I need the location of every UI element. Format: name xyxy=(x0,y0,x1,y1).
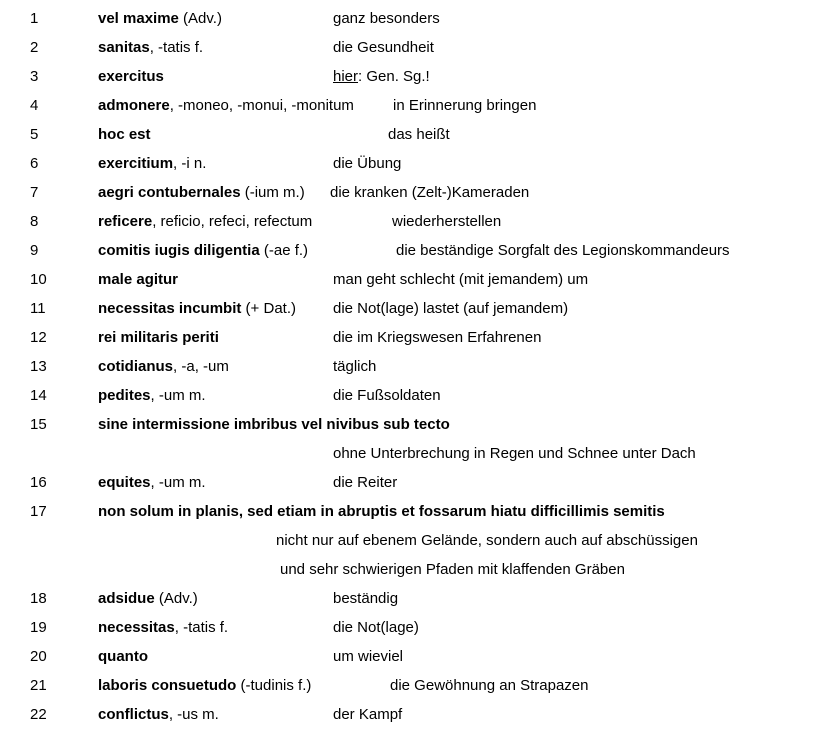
latin-headword: non solum in planis, sed etiam in abruptis et fossarum hiatu difficillimis semitis xyxy=(98,503,665,520)
german-translation: die Fußsoldaten xyxy=(333,387,441,404)
latin-headword: male agitur xyxy=(98,271,179,288)
latin-headword: exercitium xyxy=(98,155,174,172)
glossary-entry xyxy=(0,91,830,120)
latin-headword: sanitas xyxy=(98,39,150,56)
german-translation xyxy=(333,62,430,91)
entry-number: 12 xyxy=(30,329,47,346)
latin-headword: aegri contubernales xyxy=(98,184,241,201)
latin-term xyxy=(98,584,198,613)
entry-number: 22 xyxy=(30,706,47,723)
latin-headword: vel maxime xyxy=(98,10,179,27)
latin-term xyxy=(98,613,228,642)
glossary-entry xyxy=(0,62,830,91)
latin-term xyxy=(98,62,164,91)
german-translation: wiederherstellen xyxy=(392,213,502,230)
german-translation: die im Kriegswesen Erfahrenen xyxy=(333,329,542,346)
entry-number: 16 xyxy=(30,474,47,491)
glossary-entry xyxy=(0,323,830,352)
latin-term xyxy=(98,468,206,497)
latin-term xyxy=(98,497,665,526)
latin-grammar-note: (-tudinis f.) xyxy=(236,677,312,694)
entry-number: 1 xyxy=(30,10,39,27)
latin-headword: necessitas xyxy=(98,619,175,636)
latin-grammar-note: (Adv.) xyxy=(154,590,198,607)
latin-headword: hoc est xyxy=(98,126,151,143)
latin-term xyxy=(98,323,219,352)
glossary-entry xyxy=(0,671,830,700)
latin-grammar-note: , -i n. xyxy=(173,155,207,172)
glossary-entry xyxy=(0,4,830,33)
translation-text: : Gen. Sg.! xyxy=(358,68,430,85)
latin-term xyxy=(98,120,151,149)
latin-headword: admonere xyxy=(98,97,170,114)
latin-headword: pedites xyxy=(98,387,151,404)
entry-number: 9 xyxy=(30,242,39,259)
german-translation: ganz besonders xyxy=(333,10,440,27)
entry-number: 10 xyxy=(30,271,47,288)
glossary-entry xyxy=(0,468,830,497)
latin-headword: reficere xyxy=(98,213,153,230)
latin-term xyxy=(98,33,203,62)
german-translation: um wieviel xyxy=(333,648,404,665)
entry-number: 21 xyxy=(30,677,47,694)
glossary-entry xyxy=(0,265,830,294)
latin-headword: conflictus xyxy=(98,706,169,723)
german-translation: die Übung xyxy=(333,155,402,172)
latin-grammar-note: , -um m. xyxy=(150,474,206,491)
german-translation: täglich xyxy=(333,358,377,375)
german-translation: die Gewöhnung an Strapazen xyxy=(390,677,589,694)
latin-grammar-note: , -us m. xyxy=(168,706,219,723)
entry-number: 17 xyxy=(30,503,47,520)
latin-grammar-note: , reficio, refeci, refectum xyxy=(152,213,313,230)
latin-headword: equites xyxy=(98,474,151,491)
glossary-entry xyxy=(0,584,830,613)
entry-number: 13 xyxy=(30,358,47,375)
glossary-entry xyxy=(0,497,830,526)
translation-continuation-line: nicht nur auf ebenem Gelände, sondern auch auf abschüssigen xyxy=(276,532,698,549)
german-translation: der Kampf xyxy=(333,706,403,723)
latin-headword: exercitus xyxy=(98,68,164,85)
glossary-entry xyxy=(0,207,830,236)
latin-term xyxy=(98,352,229,381)
glossary-entry xyxy=(0,410,830,439)
latin-term xyxy=(98,149,206,178)
latin-term xyxy=(98,265,178,294)
latin-grammar-note: (-ium m.) xyxy=(240,184,305,201)
latin-grammar-note: , -tatis f. xyxy=(174,619,229,636)
glossary-entry xyxy=(0,236,830,265)
latin-grammar-note: , -moneo, -monui, -monitum xyxy=(169,97,354,114)
latin-grammar-note: (+ Dat.) xyxy=(241,300,296,317)
entry-number: 18 xyxy=(30,590,47,607)
glossary-entry xyxy=(0,352,830,381)
latin-term xyxy=(98,236,308,265)
latin-term xyxy=(98,700,219,729)
entry-number: 20 xyxy=(30,648,47,665)
entry-number: 8 xyxy=(30,213,39,230)
latin-term xyxy=(98,4,222,33)
german-translation: das heißt xyxy=(388,126,450,143)
entry-number: 11 xyxy=(30,300,46,317)
latin-headword: comitis iugis diligentia xyxy=(98,242,260,259)
latin-term xyxy=(98,381,206,410)
latin-grammar-note: , -a, -um xyxy=(173,358,229,375)
glossary-entry xyxy=(0,613,830,642)
latin-headword: laboris consuetudo xyxy=(98,677,237,694)
german-translation: man geht schlecht (mit jemandem) um xyxy=(333,271,589,288)
glossary-entry xyxy=(0,294,830,323)
entry-number: 5 xyxy=(30,126,39,143)
glossary-entry xyxy=(0,381,830,410)
entry-number: 6 xyxy=(30,155,39,172)
latin-headword: necessitas incumbit xyxy=(98,300,242,317)
glossary-entry xyxy=(0,700,830,729)
translation-continuation-line: ohne Unterbrechung in Regen und Schnee unter Dach xyxy=(333,445,696,462)
glossary-entry xyxy=(0,642,830,671)
translation-underlined-text: hier xyxy=(333,68,359,85)
latin-term xyxy=(98,207,312,236)
latin-headword: rei militaris periti xyxy=(98,329,219,346)
glossary-entry xyxy=(0,149,830,178)
glossary-entry xyxy=(0,178,830,207)
latin-term xyxy=(98,294,296,323)
german-translation: die Not(lage) xyxy=(333,619,419,636)
latin-grammar-note: (-ae f.) xyxy=(259,242,309,259)
latin-headword: quanto xyxy=(98,648,148,665)
latin-term xyxy=(98,671,311,700)
latin-term xyxy=(98,410,450,439)
latin-grammar-note: (Adv.) xyxy=(178,10,222,27)
latin-term xyxy=(98,91,354,120)
german-translation: die kranken (Zelt-)Kameraden xyxy=(330,184,530,201)
german-translation: die beständige Sorgfalt des Legionskommandeurs xyxy=(396,242,730,259)
german-translation: beständig xyxy=(333,590,399,607)
entry-number: 19 xyxy=(30,619,47,636)
glossary-entry xyxy=(0,120,830,149)
translation-continuation-line: und sehr schwierigen Pfaden mit klaffenden Gräben xyxy=(280,561,625,578)
german-translation: die Not(lage) lastet (auf jemandem) xyxy=(333,300,569,317)
glossary-entry xyxy=(0,33,830,62)
latin-term xyxy=(98,642,148,671)
latin-grammar-note: , -tatis f. xyxy=(149,39,204,56)
entry-number: 14 xyxy=(30,387,47,404)
german-translation: in Erinnerung bringen xyxy=(393,97,537,114)
german-translation: die Reiter xyxy=(333,474,398,491)
entry-number: 7 xyxy=(30,184,39,201)
latin-headword: adsidue xyxy=(98,590,155,607)
latin-term xyxy=(98,178,305,207)
german-translation: die Gesundheit xyxy=(333,39,434,56)
latin-grammar-note: , -um m. xyxy=(150,387,206,404)
latin-headword: sine intermissione imbribus vel nivibus sub tecto xyxy=(98,416,450,433)
latin-headword: cotidianus xyxy=(98,358,174,375)
entry-number: 2 xyxy=(30,39,39,56)
entry-number: 4 xyxy=(30,97,39,114)
entry-number: 3 xyxy=(30,68,39,85)
entry-number: 15 xyxy=(30,416,47,433)
